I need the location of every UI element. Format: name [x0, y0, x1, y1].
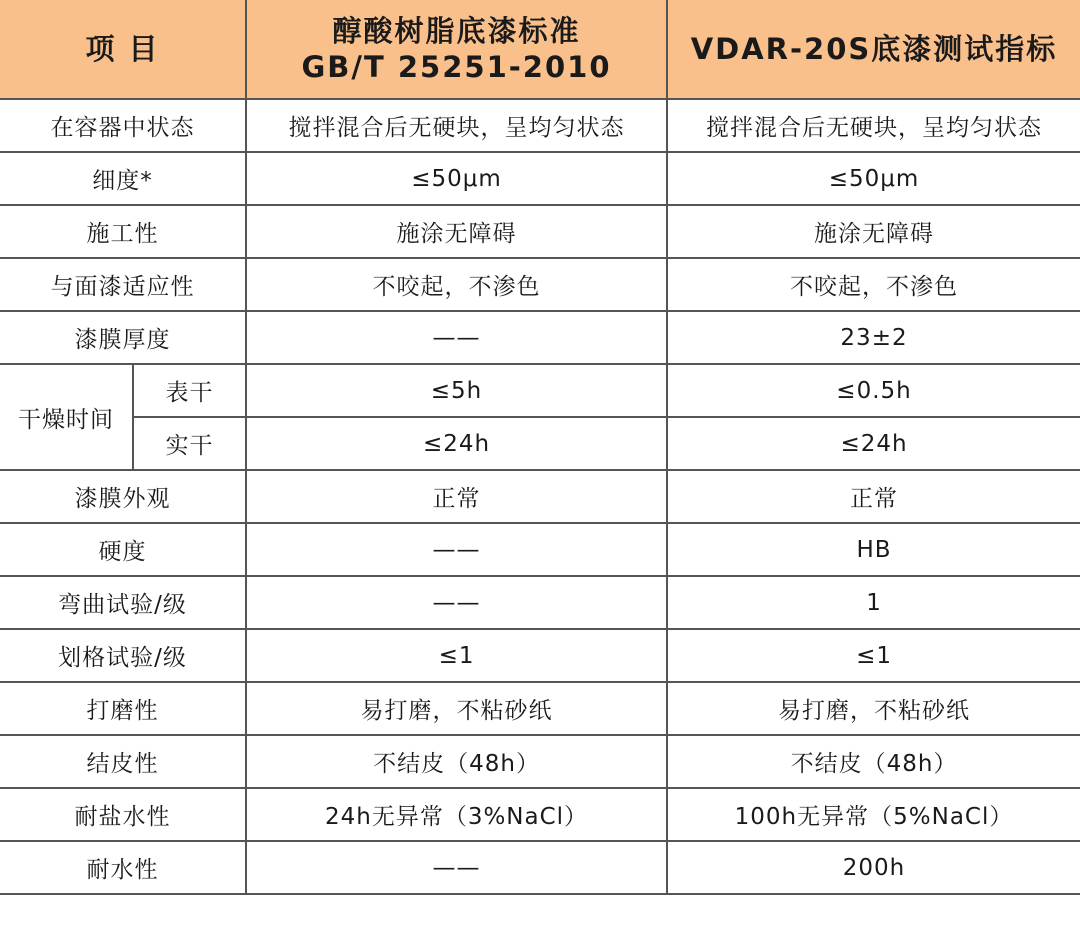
item-cell: 施工性	[0, 205, 246, 258]
standard-cell: ≤1	[246, 629, 667, 682]
item-cell: 耐盐水性	[0, 788, 246, 841]
item-cell: 漆膜厚度	[0, 311, 246, 364]
table-row	[0, 99, 1080, 152]
table-row	[0, 682, 1080, 735]
item-cell: 弯曲试验/级	[0, 576, 246, 629]
item-cell: 结皮性	[0, 735, 246, 788]
standard-cell: ≤5h	[246, 364, 667, 417]
item-cell: 漆膜外观	[0, 470, 246, 523]
header-standard-title: 醇酸树脂底漆标准	[332, 14, 581, 48]
standard-cell: ——	[246, 311, 667, 364]
item-cell: 与面漆适应性	[0, 258, 246, 311]
group-cell-drying-time: 干燥时间	[0, 364, 133, 470]
table-row	[0, 152, 1080, 205]
test-cell: 100h无异常（5%NaCl）	[667, 788, 1080, 841]
test-cell: ≤0.5h	[667, 364, 1080, 417]
item-cell: 硬度	[0, 523, 246, 576]
test-cell: 搅拌混合后无硬块，呈均匀状态	[667, 99, 1080, 152]
item-cell: 在容器中状态	[0, 99, 246, 152]
test-cell: 23±2	[667, 311, 1080, 364]
test-cell: HB	[667, 523, 1080, 576]
standard-cell: ——	[246, 576, 667, 629]
standard-cell: 不咬起，不渗色	[246, 258, 667, 311]
test-cell: ≤50μm	[667, 152, 1080, 205]
standard-cell: ——	[246, 841, 667, 894]
standard-cell: 易打磨，不粘砂纸	[246, 682, 667, 735]
standard-cell: 正常	[246, 470, 667, 523]
test-cell: 正常	[667, 470, 1080, 523]
item-cell: 耐水性	[0, 841, 246, 894]
test-cell: ≤1	[667, 629, 1080, 682]
table-row	[0, 629, 1080, 682]
sub-item-cell: 实干	[133, 417, 246, 470]
table-row	[0, 735, 1080, 788]
test-cell: 200h	[667, 841, 1080, 894]
table-row	[0, 364, 1080, 417]
standard-cell: ——	[246, 523, 667, 576]
item-cell: 细度*	[0, 152, 246, 205]
header-test-spec: VDAR-20S底漆测试指标	[667, 0, 1080, 99]
table-row	[0, 417, 1080, 470]
test-cell: 不咬起，不渗色	[667, 258, 1080, 311]
test-cell: 易打磨，不粘砂纸	[667, 682, 1080, 735]
table-row	[0, 470, 1080, 523]
standard-cell: 不结皮（48h）	[246, 735, 667, 788]
standard-cell: 24h无异常（3%NaCl）	[246, 788, 667, 841]
header-row	[0, 0, 1080, 99]
header-item: 项 目	[0, 0, 246, 99]
standard-cell: 施涂无障碍	[246, 205, 667, 258]
standard-cell: ≤50μm	[246, 152, 667, 205]
table-row	[0, 576, 1080, 629]
test-cell: 不结皮（48h）	[667, 735, 1080, 788]
item-cell: 划格试验/级	[0, 629, 246, 682]
standard-cell: 搅拌混合后无硬块，呈均匀状态	[246, 99, 667, 152]
item-cell: 打磨性	[0, 682, 246, 735]
table-row	[0, 258, 1080, 311]
table-row	[0, 205, 1080, 258]
table-row	[0, 788, 1080, 841]
table-row	[0, 523, 1080, 576]
table-row	[0, 311, 1080, 364]
table-row	[0, 841, 1080, 894]
sub-item-cell: 表干	[133, 364, 246, 417]
standard-cell: ≤24h	[246, 417, 667, 470]
header-standard-code: GB/T 25251-2010	[301, 50, 612, 84]
test-cell: 施涂无障碍	[667, 205, 1080, 258]
header-standard	[246, 0, 667, 99]
test-cell: ≤24h	[667, 417, 1080, 470]
test-cell: 1	[667, 576, 1080, 629]
